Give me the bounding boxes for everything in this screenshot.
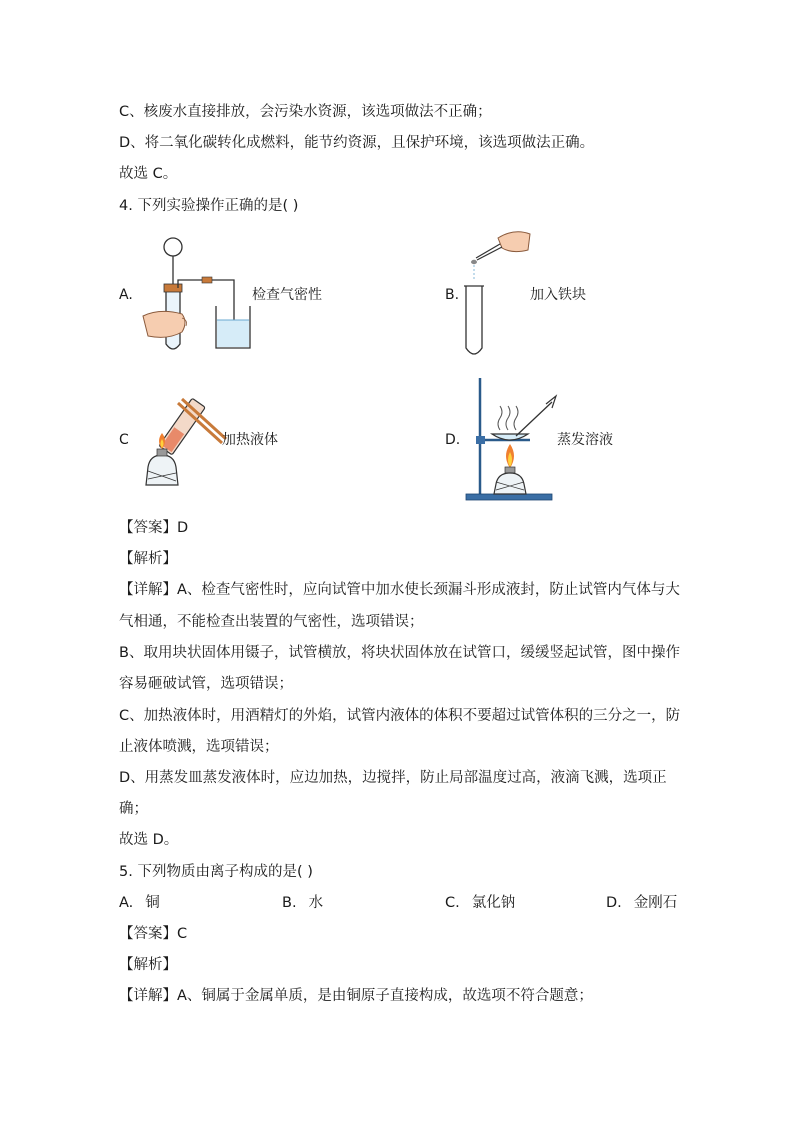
text-line: 故选 D。 xyxy=(119,832,179,848)
text-line: 【详解】A、铜属于金属单质，是由铜原子直接构成，故选项不符合题意； xyxy=(119,988,593,1004)
choice-a: A. 铜 xyxy=(119,895,160,911)
text-line: 【详解】A、检查气密性时，应向试管中加水使长颈漏斗形成液封，防止试管内气体与大 xyxy=(119,582,680,598)
add-iron-block-figure xyxy=(462,228,532,360)
text-line: 止液体喷溅，选项错误； xyxy=(119,739,279,755)
choice-d: D. 金刚石 xyxy=(606,895,678,911)
text-line: C、核废水直接排放，会污染水资源，该选项做法不正确； xyxy=(119,104,492,120)
text-line: 气相通，不能检查出装置的气密性，选项错误； xyxy=(119,614,424,630)
analysis-4: 【解析】 xyxy=(119,551,177,567)
text-line: D、将二氧化碳转化成燃料，能节约资源，且保护环境，该选项做法正确。 xyxy=(119,135,595,151)
text-line: D、用蒸发皿蒸发液体时，应边加热，边搅拌，防止局部温度过高，液滴飞溅，选项正 xyxy=(119,770,667,786)
option-d-label: D. xyxy=(445,432,461,448)
option-a-label: A. xyxy=(119,287,133,303)
text-line: B、取用块状固体用镊子，试管横放，将块状固体放在试管口，缓缓竖起试管，图中操作 xyxy=(119,645,680,661)
choice-c: C. 氯化钠 xyxy=(445,895,516,911)
answer-4: 【答案】D xyxy=(119,520,189,536)
text-line: 容易砸破试管，选项错误； xyxy=(119,676,293,692)
option-a-caption: 检查气密性 xyxy=(252,287,322,303)
text-line: 确； xyxy=(119,801,148,817)
text-line: C、加热液体时，用酒精灯的外焰，试管内液体的体积不要超过试管体积的三分之一，防 xyxy=(119,708,681,724)
option-c-caption: 加热液体 xyxy=(222,432,278,448)
option-d-caption: 蒸发溶液 xyxy=(557,432,613,448)
heat-liquid-figure xyxy=(140,395,230,490)
choice-b: B. 水 xyxy=(282,895,324,911)
airtightness-apparatus-figure xyxy=(138,236,258,356)
option-b-label: B. xyxy=(445,287,460,303)
evaporate-solution-figure xyxy=(462,374,562,502)
option-b-caption: 加入铁块 xyxy=(530,287,586,303)
question-4: 4. 下列实验操作正确的是( ) xyxy=(119,198,299,214)
analysis-5: 【解析】 xyxy=(119,957,177,973)
answer-5: 【答案】C xyxy=(119,926,188,942)
question-5: 5. 下列物质由离子构成的是( ) xyxy=(119,864,313,880)
text-line: 故选 C。 xyxy=(119,166,178,182)
option-c-label: C xyxy=(119,432,129,448)
